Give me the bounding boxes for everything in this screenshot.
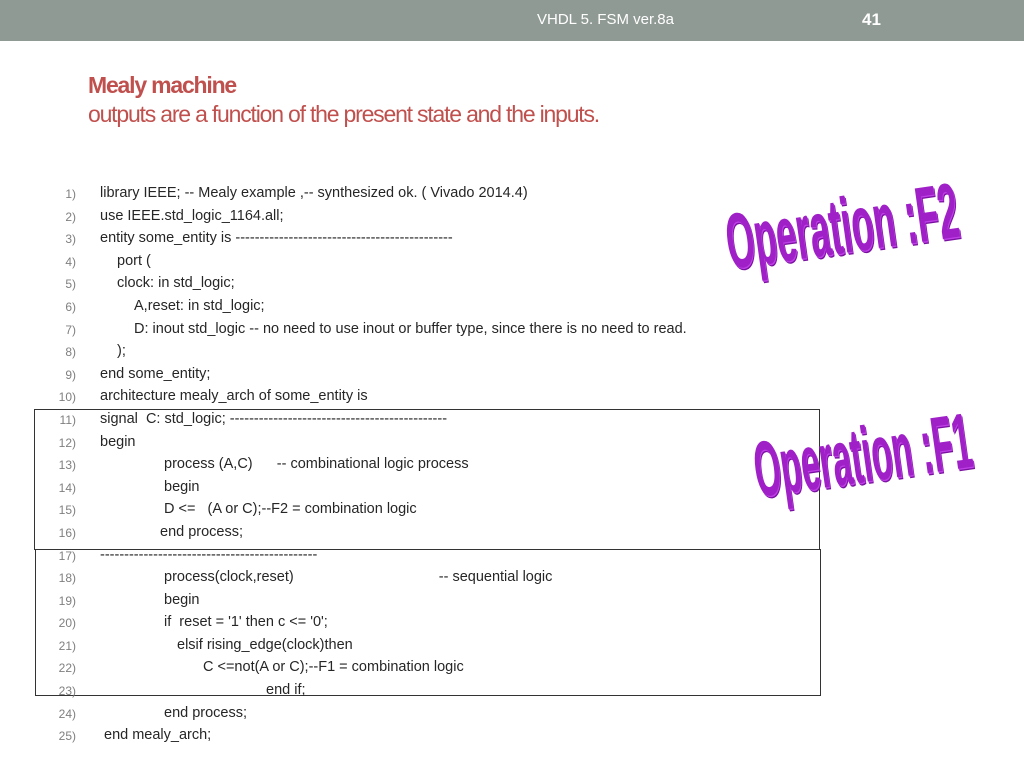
- line-number: 12): [58, 435, 76, 450]
- code-listing: [0, 183, 820, 748]
- code-text: begin: [100, 433, 136, 450]
- code-line: [0, 206, 820, 229]
- code-line: [0, 228, 820, 251]
- code-line: [0, 454, 820, 477]
- code-text: clock: in std_logic;: [117, 275, 235, 292]
- line-number: 25): [58, 729, 76, 744]
- header-bar: [0, 0, 1024, 41]
- line-number: 17): [58, 548, 76, 563]
- code-text: D: inout std_logic -- no need to use inout or buffer type, since there is no need to read.: [134, 320, 687, 337]
- line-number: 9): [65, 367, 76, 382]
- code-text: process (A,C) -- combinational logic process: [164, 456, 469, 473]
- code-text: port (: [117, 252, 151, 269]
- line-number: 20): [58, 616, 76, 631]
- code-line: [0, 703, 820, 726]
- code-line: [0, 725, 820, 748]
- code-text: process(clock,reset) -- sequential logic: [164, 569, 553, 586]
- code-text: begin: [164, 478, 200, 495]
- slide-title: [88, 71, 599, 129]
- code-text: entity some_entity is ---------------------------------------------: [100, 230, 453, 247]
- code-line: [0, 432, 820, 455]
- code-text: elsif rising_edge(clock)then: [177, 636, 353, 653]
- operation-f1-label: Operation :F1: [748, 396, 977, 515]
- line-number: 14): [58, 480, 76, 495]
- line-number: 15): [58, 503, 76, 518]
- line-number: 3): [65, 232, 76, 247]
- code-line: [0, 319, 820, 342]
- line-number: 7): [65, 322, 76, 337]
- line-number: 11): [59, 412, 76, 427]
- code-text: A,reset: in std_logic;: [134, 297, 265, 314]
- code-text: C <=not(A or C);--F1 = combination logic: [203, 659, 464, 676]
- code-line: [0, 183, 820, 206]
- code-line: [0, 477, 820, 500]
- code-text: signal C: std_logic; ---------------------------------------------: [100, 410, 448, 427]
- code-text: architecture mealy_arch of some_entity is: [100, 388, 368, 405]
- line-number: 23): [58, 684, 76, 699]
- line-number: 13): [58, 458, 76, 473]
- slide-subtitle: outputs are a function of the present state and the inputs.: [88, 101, 599, 127]
- code-line: [0, 409, 820, 432]
- code-line: [0, 680, 820, 703]
- line-number: 4): [65, 254, 76, 269]
- line-number: 5): [65, 277, 76, 292]
- line-number: 22): [58, 661, 76, 676]
- line-number: 19): [58, 593, 76, 608]
- code-line: [0, 545, 820, 568]
- code-text: );: [117, 343, 126, 360]
- code-text: begin: [164, 591, 200, 608]
- code-text: D <= (A or C);--F2 = combination logic: [164, 501, 417, 518]
- operation-f2-label: Operation :F2: [720, 166, 964, 287]
- code-line: [0, 612, 820, 635]
- code-text: end some_entity;: [100, 365, 211, 382]
- code-text: ---------------------------------------------: [100, 546, 318, 563]
- code-text: library IEEE; -- Mealy example ,-- synthesized ok. ( Vivado 2014.4): [100, 185, 528, 201]
- code-text: end process;: [160, 523, 244, 540]
- code-line: [0, 364, 820, 387]
- code-line: [0, 522, 820, 545]
- code-line: [0, 386, 820, 409]
- line-number: 8): [65, 345, 76, 360]
- page-number: 41: [862, 10, 881, 29]
- line-number: 18): [58, 571, 76, 586]
- code-line: [0, 657, 820, 680]
- code-line: [0, 341, 820, 364]
- code-line: [0, 296, 820, 319]
- code-line: [0, 499, 820, 522]
- line-number: 1): [65, 187, 76, 201]
- line-number: 2): [65, 209, 76, 224]
- code-line: [0, 251, 820, 274]
- code-line: [0, 273, 820, 296]
- deck-title: VHDL 5. FSM ver.8a: [537, 11, 674, 28]
- code-line: [0, 635, 820, 658]
- line-number: 6): [65, 299, 76, 314]
- slide-title-line1: Mealy machine: [88, 72, 237, 98]
- code-text: use IEEE.std_logic_1164.all;: [100, 207, 284, 224]
- code-text: end process;: [164, 704, 248, 721]
- code-text: end if;: [266, 682, 306, 699]
- code-line: [0, 567, 820, 590]
- line-number: 16): [58, 525, 76, 540]
- line-number: 21): [58, 638, 76, 653]
- line-number: 24): [58, 706, 76, 721]
- line-number: 10): [58, 390, 76, 405]
- code-text: end mealy_arch;: [104, 727, 212, 744]
- code-text: if reset = '1' then c <= '0';: [164, 614, 328, 631]
- code-line: [0, 590, 820, 613]
